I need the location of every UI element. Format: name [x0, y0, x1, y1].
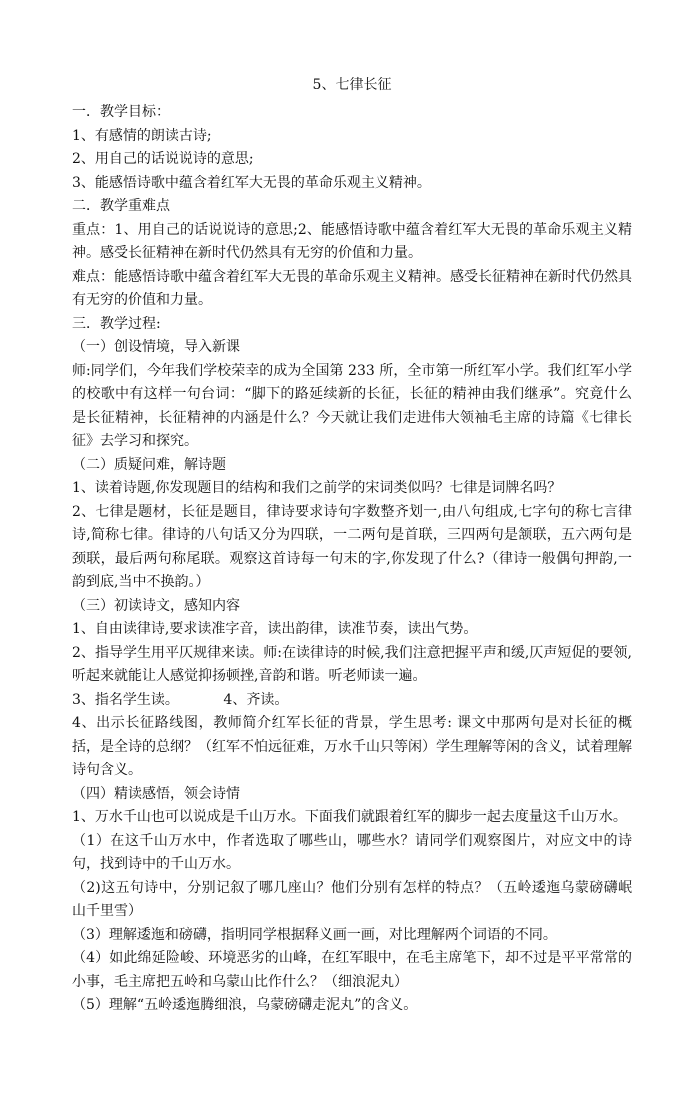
paragraph: （2)这五句诗中，分别记叙了哪几座山？他们分别有怎样的特点？（五岭逶迤乌蒙磅礴岷山千里雪） [72, 879, 632, 919]
paragraph: （3）理解逶迤和磅礴，指明同学根据释义画一画，对比理解两个词语的不同。 [72, 926, 557, 943]
paragraph: 3、能感悟诗歌中蕴含着红军大无畏的革命乐观主义精神。 [72, 174, 431, 191]
paragraph: 1、自由读律诗,要求读准字音，读出韵律，读准节奏，读出气势。 [72, 621, 478, 637]
paragraph: 3、指名学生读。 4、齐读。 [72, 691, 289, 708]
document-page [72, 72, 632, 1018]
paragraph: 4、出示长征路线图，教师简介红军长征的背景，学生思考: 课文中那两句是对长征的概括，是全诗的总纲？（红军不怕远征难，万水千山只等闲）学生理解等闲的含义，试着理解诗句含义。 [72, 715, 632, 778]
section-heading-goals: 一．教学目标： [72, 104, 170, 120]
paragraph: 2、七律是题材，长征是题目，律诗要求诗句字数整齐划一,由八句组成,七字句的称七言律诗,简称七律。律诗的八句话又分为四联，一二两句是首联，三四两句是颔联，五六两句是颈联，最后两句称尾联。观察这首诗每一句末的字,你发现了什么?（律诗一般偶句押韵,一韵到底,当中不换韵。） [72, 503, 632, 590]
paragraph: 1、有感情的朗读古诗; [72, 127, 212, 144]
section-heading-process: 三．教学过程: [72, 315, 161, 332]
paragraph: 2、指导学生用平仄规律来读。师:在读律诗的时候,我们注意把握平声和缓,仄声短促的要领,听起来就能让人感觉抑扬顿挫,音韵和谐。听老师读一遍。 [72, 644, 632, 684]
paragraph: 师:同学们，今年我们学校荣幸的成为全国第 233 所，全市第一所红军小学。我们红军小学的校歌中有这样一句台词：“脚下的路延续新的长征，长征的精神由我们继承”。究竟什么是长征精神，长征精神的内涵是什么？今天就让我们走进伟大领袖毛主席的诗篇《七律长征》去学习和探究。 [72, 362, 632, 449]
subsection-heading: （四）精读感悟，领会诗情 [72, 785, 240, 802]
document-title: 5、七律长征 [312, 77, 392, 93]
subsection-heading: （一）创设情境，导入新课 [72, 339, 240, 355]
paragraph: 2、用自己的话说说诗的意思; [72, 151, 254, 167]
subsection-heading: （二）质疑问难，解诗题 [72, 456, 226, 473]
paragraph: （4）如此绵延险峻、环境恶劣的山峰，在红军眼中，在毛主席笔下，却不过是平平常常的小事，毛主席把五岭和乌蒙山比作什么？（细浪泥丸） [72, 950, 632, 990]
subsection-heading: （三）初读诗文，感知内容 [72, 597, 240, 614]
paragraph: 1、读着诗题,你发现题目的结构和我们之前学的宋词类似吗？七律是词牌名吗？ [72, 480, 562, 496]
paragraph: （5）理解“五岭逶迤腾细浪，乌蒙磅礴走泥丸”的含义。 [72, 997, 418, 1013]
paragraph: （1）在这千山万水中，作者选取了哪些山，哪些水？请同学们观察图片，对应文中的诗句，找到诗中的千山万水。 [72, 832, 632, 872]
paragraph: 难点：能感悟诗歌中蕴含着红军大无畏的革命乐观主义精神。感受长征精神在新时代仍然具有无穷的价值和力量。 [72, 268, 632, 308]
paragraph: 重点：1、用自己的话说说诗的意思;2、能感悟诗歌中蕴含着红军大无畏的革命乐观主义精神。感受长征精神在新时代仍然具有无穷的价值和力量。 [72, 221, 632, 261]
section-heading-key-points: 二．教学重难点 [72, 198, 170, 214]
paragraph: 1、万水千山也可以说成是千山万水。下面我们就跟着红军的脚步一起去度量这千山万水。 [72, 809, 627, 825]
